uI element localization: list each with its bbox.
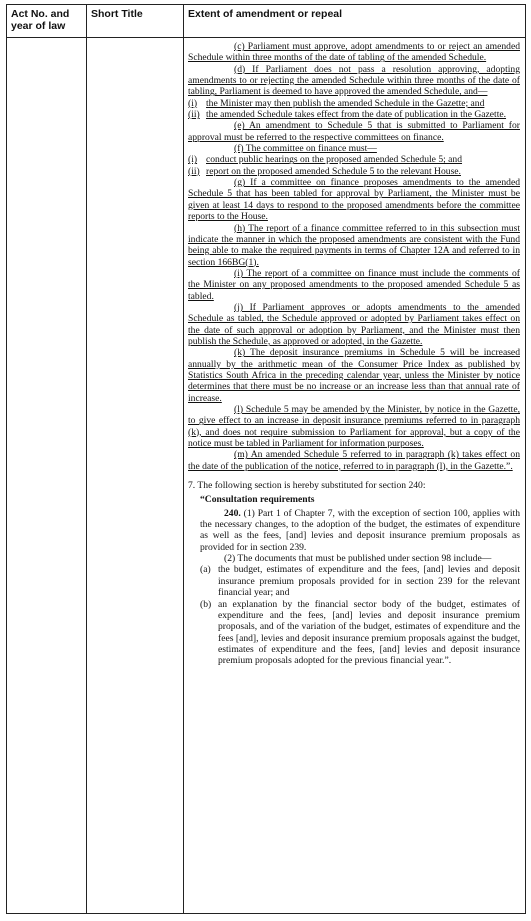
list-item-text: report on the proposed amended Schedule 5 to the relevant House. [206,165,461,177]
section-heading: “Consultation requirements [200,494,315,506]
list-item [200,564,520,598]
list-item [188,109,520,120]
list-item-label: (ii) [188,165,200,177]
act-no-cell [7,38,87,914]
subsection-1-text: (1) Part 1 of Chapter 7, with the exception of section 100, applies with the necessary changes, to the adoption of the budget, the estimates of expenditure as well as the fees, [and] levies and deposit insurance premium proposals as provided for in section 239. [200,507,520,553]
list-item [188,166,520,177]
paragraph-e: (e) An amendment to Schedule 5 that is submitted to Parliament for approval must be referred to the respective committees on finance. [188,120,520,143]
paragraph-g: (g) If a committee on finance proposes amendments to the amended Schedule 5 that has been tabled for approval by Parliament, the Minister must be given at least 14 days to respond to the proposed amendments before the committee reports to the House. [188,177,520,223]
list-item-label: (a) [200,564,211,576]
paragraph-h: (h) The report of a finance committee referred to in this subsection must indicate the manner in which the proposed amendments are consistent with the Fund being able to make the required payments in terms of Chapter 12A and referred to in section 166BG(1). [188,222,520,268]
paragraph-k: (k) The deposit insurance premiums in Schedule 5 will be increased annually by the arithmetic mean of the Consumer Price Index as published by Statistics South Africa in the preceding calendar year, unless the Minister by notice determines that there must be no increase or an increase less than that annual rate of increase. [188,347,520,404]
paragraph-l: (l) Schedule 5 may be amended by the Minister, by notice in the Gazette, to give effect to an increase in deposit insurance premiums referred to in paragraph (k), and does not require submission to Parliament for approval, but a copy of the notice must be tabled in Parliament for information purposes. [188,404,520,450]
list-item-text: the Minister may then publish the amended Schedule in the Gazette; and [206,97,485,109]
list-item-text: an explanation by the financial sector body of the budget, estimates of expenditure and the fees, [and] levies and deposit insurance premium proposals, and of the variation of the budget, estimates of expenditure and the fees [and], levies and deposit insurance premium proposals against the budget, estimates of expenditure and the fees, [and] levies and deposit insurance premium proposals adopted for the previous financial year.”. [218,598,520,667]
list-item-text: the budget, estimates of expenditure and the fees, [and] levies and deposit insurance premium proposals provided for in section 239 for the relevant financial year; and [218,564,520,599]
list-item [188,98,520,109]
column-header-short-title: Short Title [87,5,184,38]
list-item-label: (ii) [188,109,200,121]
paragraph-d: (d) If Parliament does not pass a resolution approving, adopting amendments to or rejecting the amended Schedule within three months of the date of tabling, Parliament is deemed to have approved the amended Schedule, and— [188,63,520,98]
list-item-text: conduct public hearings on the proposed amended Schedule 5; and [206,154,463,166]
paragraph-i: (i) The report of a committee on finance must include the comments of the Minister on any proposed amendments to the proposed amended Schedule 5 as tabled. [188,267,520,302]
list-item-label: (i) [188,97,198,109]
column-header-act-no: Act No. and year of law [7,5,87,38]
section-7 [188,480,520,667]
section-number: 240. [224,507,241,519]
section-7-intro: 7. The following section is hereby substituted for section 240: [188,480,426,492]
list-item-label: (i) [188,154,198,166]
amendment-table [6,4,526,914]
list-item-text: the amended Schedule takes effect from the date of publication in the Gazette. [206,109,507,121]
list-item [200,599,520,667]
list-item-label: (b) [200,598,212,610]
paragraph-f: (f) The committee on finance must— [234,143,377,155]
column-header-extent: Extent of amendment or repeal [184,5,526,38]
paragraph-m: (m) An amended Schedule 5 referred to in paragraph (k) takes effect on the date of the publication of the notice, referred to in paragraph (l), in the Gazette.”. [188,449,520,472]
short-title-cell [87,38,184,914]
table-header-row [7,5,526,38]
extent-cell [184,38,526,914]
section-240-subsection-2: (2) The documents that must be published under section 98 include— [224,553,492,565]
list-item [188,154,520,165]
section-240-subsection-1 [200,508,520,553]
paragraph-j: (j) If Parliament approves or adopts amendments to the amended Schedule as tabled, the Schedule approved or adopted by Parliament takes effect on the date of such approval or adoption by Parliament, and the Minister must then publish the Schedule, as approved or adopted, in the Gazette. [188,301,520,347]
table-row [7,38,526,914]
paragraph-c: (c) Parliament must approve, adopt amendments to or reject an amended Schedule within three months of the date of tabling of the amended Schedule. [188,41,520,64]
